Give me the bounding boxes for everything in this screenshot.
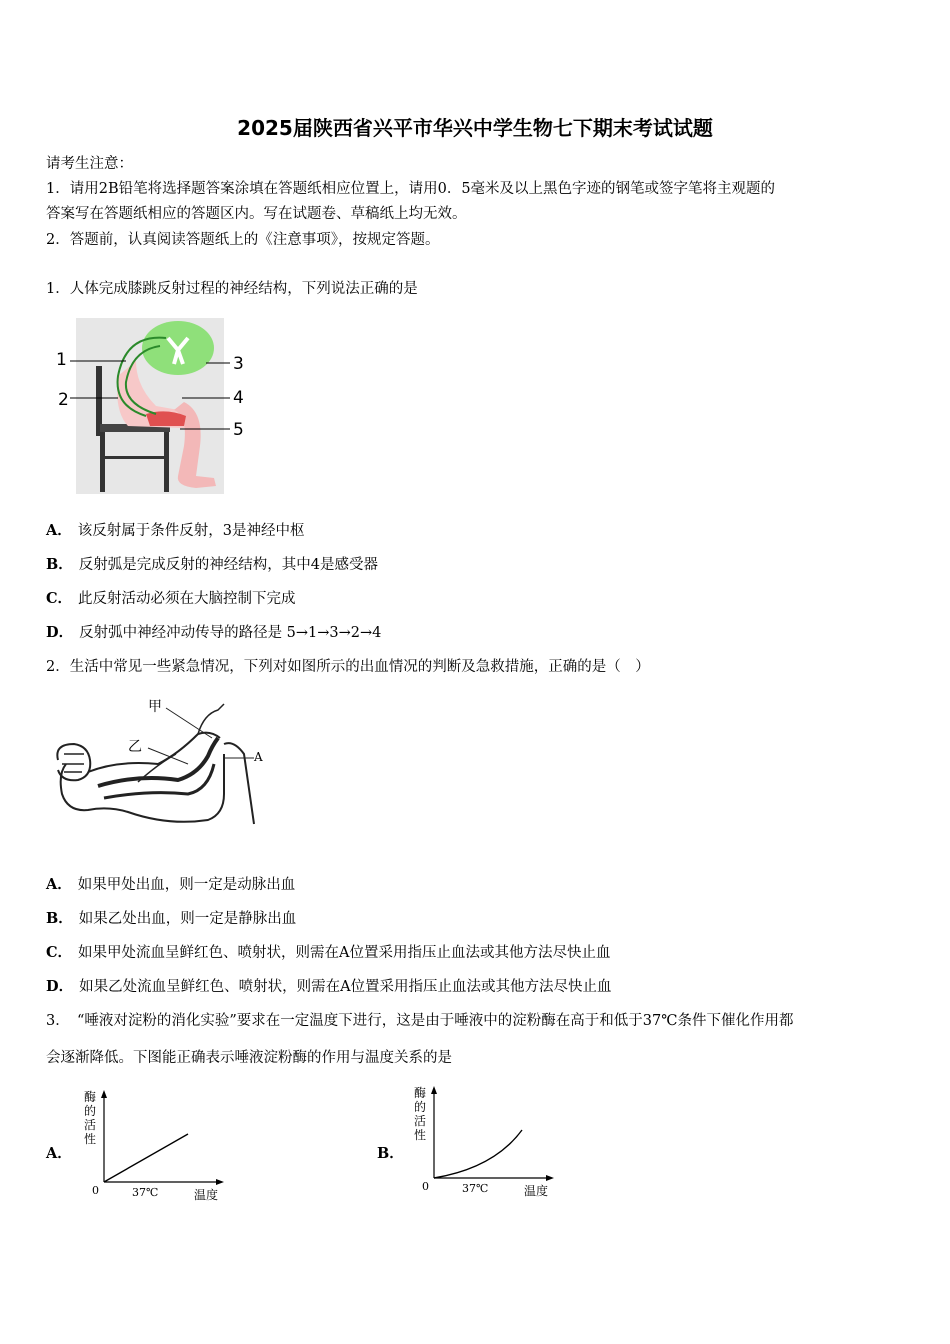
option-text: 如果乙处出血，则一定是静脉出血 — [78, 911, 297, 927]
option-text: 如果甲处出血，则一定是动脉出血 — [77, 877, 296, 893]
figure-label-1: 1 — [56, 350, 67, 370]
figure-label-4: 4 — [233, 388, 244, 408]
q1-option-a[interactable] — [46, 519, 305, 540]
origin-label: 0 — [92, 1184, 99, 1197]
x-axis-label: 温度 — [524, 1184, 549, 1198]
y-axis-label: 酶 的 活 性 — [414, 1086, 427, 1142]
option-letter: A． — [46, 876, 72, 893]
q3-stem-line-1: 3． “唾液对淀粉的消化实验”要求在一定温度下进行，这是由于唾液中的淀粉酶在高于和低于37℃条件下催化作用都 — [46, 1013, 794, 1029]
q2-option-c[interactable] — [46, 941, 611, 962]
x-axis-label: 温度 — [194, 1188, 219, 1202]
q1-option-d[interactable] — [46, 621, 381, 642]
origin-label: 0 — [422, 1180, 429, 1193]
option-text: 该反射属于条件反射，3是神经中枢 — [77, 523, 305, 539]
q3-graph-b — [410, 1082, 560, 1202]
option-letter: A． — [46, 1145, 72, 1162]
q1-stem: 1．人体完成膝跳反射过程的神经结构，下列说法正确的是 — [46, 281, 418, 297]
tick-label-37: 37℃ — [132, 1186, 159, 1199]
notice-item-1-line-1: 1．请用2B铅笔将选择题答案涂填在答题纸相应位置上，请用0．5毫米及以上黑色字迹的钢笔或签字笔将主观题的 — [46, 181, 776, 197]
q3-graph-a — [80, 1086, 230, 1206]
activity-curve — [434, 1130, 522, 1178]
figure-label-5: 5 — [233, 420, 244, 440]
option-text: 如果甲处流血呈鲜红色、喷射状，则需在A位置采用指压止血法或其他方法尽快止血 — [78, 945, 611, 961]
figure-label-3: 3 — [233, 354, 244, 374]
notice-item-1-line-2: 答案写在答题纸相应的答题区内。写在试题卷、草稿纸上均无效。 — [46, 206, 467, 222]
q2-arm-bleeding-figure — [48, 694, 270, 844]
q1-knee-reflex-figure — [56, 316, 256, 498]
option-text: 此反射活动必须在大脑控制下完成 — [78, 591, 296, 607]
page-title: 2025届陕西省兴平市华兴中学生物七下期末考试试题 — [237, 116, 713, 140]
q3-stem-line-2: 会逐渐降低。下图能正确表示唾液淀粉酶的作用与温度关系的是 — [46, 1050, 452, 1066]
option-text: 反射弧中神经冲动传导的路径是 5→1→3→2→4 — [79, 625, 382, 641]
figure-label-2: 2 — [58, 390, 69, 410]
option-text: 如果乙处流血呈鲜红色、喷射状，则需在A位置采用指压止血法或其他方法尽快止血 — [79, 979, 612, 995]
q2-stem: 2．生活中常见一些紧急情况，下列对如图所示的出血情况的判断及急救措施，正确的是（ ） — [46, 659, 650, 675]
option-letter: B． — [377, 1145, 404, 1162]
q2-option-b[interactable] — [46, 907, 296, 928]
option-letter: A． — [46, 522, 72, 539]
option-letter: C． — [46, 590, 73, 607]
option-letter: D． — [46, 624, 74, 641]
q2-option-a[interactable] — [46, 873, 295, 894]
q3-option-b[interactable] — [377, 1142, 410, 1163]
q1-option-b[interactable] — [46, 553, 378, 574]
tick-label-37: 37℃ — [462, 1182, 489, 1195]
figure-label-jia: 甲 — [148, 699, 162, 715]
activity-line — [104, 1134, 188, 1182]
q2-option-d[interactable] — [46, 975, 612, 996]
q1-option-c[interactable] — [46, 587, 296, 608]
figure-label-a: A — [254, 750, 263, 764]
y-axis-label: 酶 的 活 性 — [84, 1090, 97, 1146]
option-letter: D． — [46, 978, 74, 995]
option-letter: B． — [46, 910, 73, 927]
q3-option-a[interactable] — [46, 1142, 78, 1163]
option-text: 反射弧是完成反射的神经结构，其中4是感受器 — [78, 557, 378, 573]
option-letter: C． — [46, 944, 73, 961]
option-letter: B． — [46, 556, 73, 573]
figure-label-yi: 乙 — [128, 739, 142, 755]
notice-item-2: 2．答题前，认真阅读答题纸上的《注意事项》，按规定答题。 — [46, 232, 440, 248]
notice-heading: 请考生注意： — [46, 156, 133, 172]
